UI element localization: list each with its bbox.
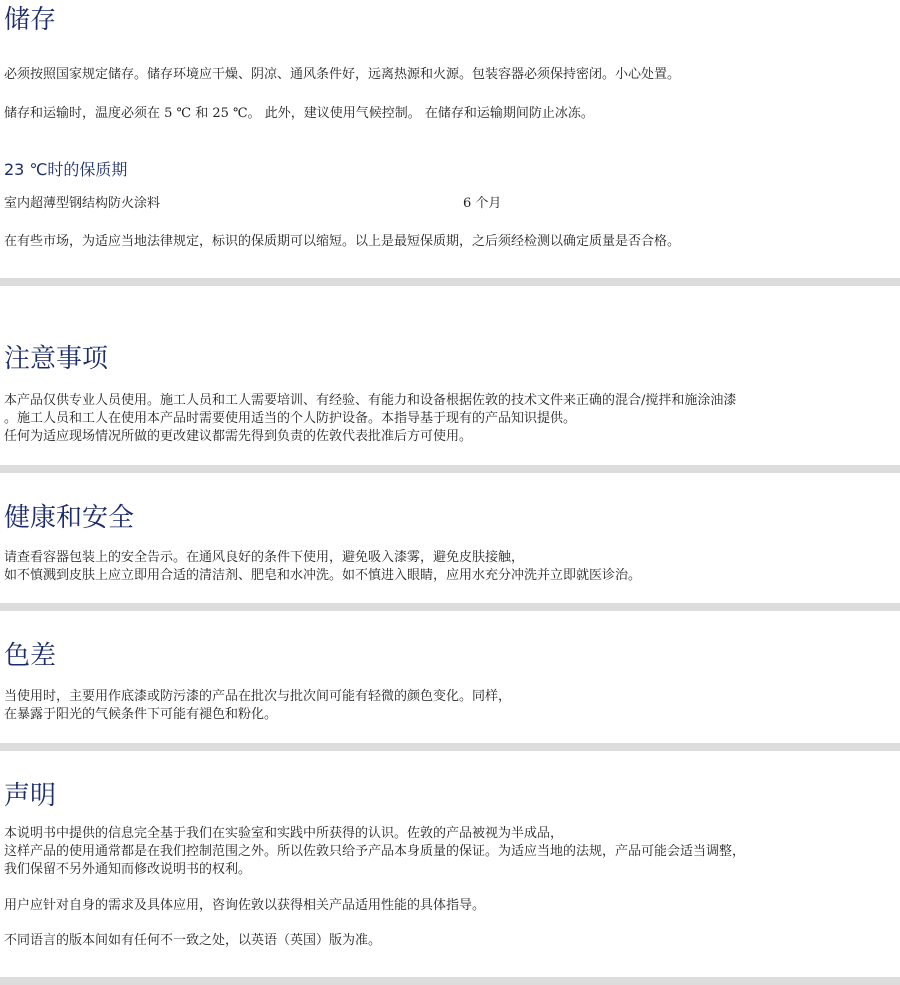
- precautions-line-3: 任何为适应现场情况所做的更改建议都需先得到负责的佐敦代表批准后方可使用。: [4, 429, 473, 444]
- health-safety-line-2: 如不慎溅到皮肤上应立即用合适的清洁剂、肥皂和水冲洗。如不慎进入眼睛，应用水充分冲洗并立即就医诊治。: [4, 568, 642, 583]
- health-safety-heading: 健康和安全: [4, 503, 135, 533]
- section-divider: [0, 278, 900, 286]
- disclaimer-heading: 声明: [4, 781, 57, 811]
- disclaimer-line-1: 本说明书中提供的信息完全基于我们在实验室和实践中所获得的认识。佐敦的产品被视为半成品，: [4, 826, 564, 841]
- section-divider: [0, 743, 900, 751]
- shelf-life-product: 室内超薄型钢结构防火涂料: [4, 196, 161, 211]
- storage-paragraph-1: 必须按照国家规定储存。储存环境应干燥、阴凉、通风条件好，远离热源和火源。包装容器必须保持密闭。小心处置。: [4, 67, 681, 82]
- storage-paragraph-2: 储存和运输时，温度必须在 5 ℃ 和 25 ℃。 此外，建议使用气候控制。 在储存和运输期间防止冰冻。: [4, 106, 594, 121]
- disclaimer-paragraph-3: 不同语言的版本间如有任何不一致之处，以英语（英国）版为准。: [4, 933, 382, 948]
- shelf-life-heading: 23 ℃时的保质期: [4, 160, 128, 179]
- disclaimer-line-3: 我们保留不另外通知而修改说明书的权利。: [4, 862, 252, 877]
- section-divider: [0, 977, 900, 985]
- color-variation-line-1: 当使用时，主要用作底漆或防污漆的产品在批次与批次间可能有轻微的颜色变化。同样，: [4, 689, 512, 704]
- color-variation-line-2: 在暴露于阳光的气候条件下可能有褪色和粉化。: [4, 707, 278, 722]
- section-divider: [0, 465, 900, 473]
- disclaimer-paragraph-2: 用户应针对自身的需求及具体应用，咨询佐敦以获得相关产品适用性能的具体指导。: [4, 898, 486, 913]
- section-divider: [0, 603, 900, 611]
- disclaimer-line-2: 这样产品的使用通常都是在我们控制范围之外。所以佐敦只给予产品本身质量的保证。为适应当地的法规，产品可能会适当调整，: [4, 844, 746, 859]
- precautions-heading: 注意事项: [4, 344, 109, 374]
- precautions-line-2: 。施工人员和工人在使用本产品时需要使用适当的个人防护设备。本指导基于现有的产品知识提供。: [4, 411, 577, 426]
- shelf-life-period: 6 个月: [463, 196, 502, 211]
- shelf-life-note: 在有些市场，为适应当地法律规定，标识的保质期可以缩短。以上是最短保质期，之后须经检测以确定质量是否合格。: [4, 234, 681, 249]
- precautions-line-1: 本产品仅供专业人员使用。施工人员和工人需要培训、有经验、有能力和设备根据佐敦的技术文件来正确的混合/搅拌和施涂油漆: [4, 393, 737, 408]
- health-safety-line-1: 请查看容器包装上的安全告示。在通风良好的条件下使用，避免吸入漆雾，避免皮肤接触，: [4, 550, 525, 565]
- color-variation-heading: 色差: [4, 641, 57, 671]
- storage-heading: 储存: [4, 5, 57, 35]
